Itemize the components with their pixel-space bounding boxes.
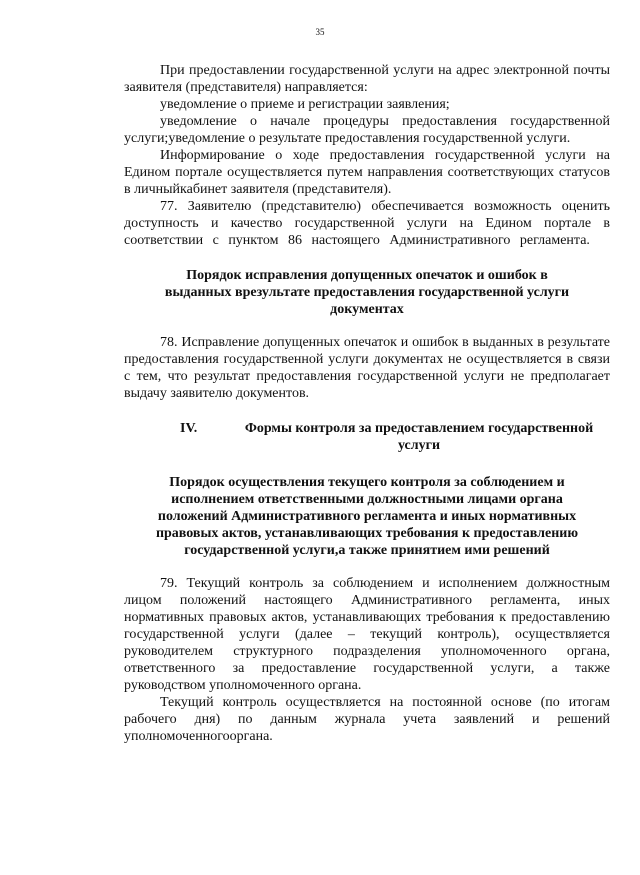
heading-control-line: правовых актов, устанавливающих требования к предоставлению: [155, 526, 579, 541]
heading-errors-line: Порядок исправления допущенных опечаток и ошибок в: [186, 268, 548, 283]
paragraph-79: 79. Текущий контроль за соблюдением и исполнением должностным лицом положений настоящего Административного регламента, иных нормативных правовых актов, устанавливающих требования к предоставлению государственной услуги (далее – текущий контроль), осуществляется руководителем структурного подразделения уполномоченного органа, ответственного за предоставление государственной услуги, а также руководством уполномоченного органа.: [124, 576, 610, 693]
section-number: IV.: [180, 421, 198, 436]
paragraph-procedure-notice: уведомление о начале процедуры предоставления государственной услуги;уведомление о результате предоставления государственной услуги.: [124, 114, 610, 146]
page-number: 35: [315, 27, 325, 37]
document-body: [124, 62, 610, 745]
paragraph-78: 78. Исправление допущенных опечаток и ошибок в выданных в результате предоставления государственной услуги документах не осуществляется в связи с тем, что результат предоставления государственной услуги не предполагает выдачу заявителю документов.: [124, 335, 610, 401]
heading-control-line: исполнением ответственными должностными лицами органа: [171, 492, 563, 507]
paragraph-current-control: Текущий контроль осуществляется на постоянной основе (по итогам рабочего дня) по данным журнала учета заявлений и решений уполномоченногооргана.: [124, 695, 610, 744]
paragraph-77: 77. Заявителю (представителю) обеспечивается возможность оценить доступность и качество государственной услуги на Едином портале в соответствии с пунктом 86 настоящего Административного регламента.: [124, 199, 610, 248]
heading-control-line: Порядок осуществления текущего контроля за соблюдением и: [169, 475, 565, 490]
paragraph-portal-info: Информирование о ходе предоставления государственной услуги на Едином портале осуществляется путем направления соответствующих статусов в личныйкабинет заявителя (представителя).: [124, 148, 610, 197]
paragraph-receipt-notice: уведомление о приеме и регистрации заявления;: [160, 97, 450, 112]
section-title: [228, 420, 610, 454]
section-iv-heading: [124, 420, 610, 454]
heading-errors: [124, 267, 610, 318]
paragraph-email-notice: При предоставлении государственной услуги на адрес электронной почты заявителя (представителя) направляется:: [124, 63, 610, 95]
heading-control-line: государственной услуги,а также принятием ими решений: [184, 543, 550, 558]
heading-control-line: положений Административного регламента и иных нормативных: [157, 509, 577, 524]
heading-control: [124, 474, 610, 559]
section-title-line: Формы контроля за предоставлением государственной: [244, 421, 594, 436]
heading-errors-line: выданных врезультате предоставления государственной услуги: [164, 285, 570, 300]
section-title-line: услуги: [397, 438, 441, 453]
heading-errors-line: документах: [330, 302, 404, 317]
